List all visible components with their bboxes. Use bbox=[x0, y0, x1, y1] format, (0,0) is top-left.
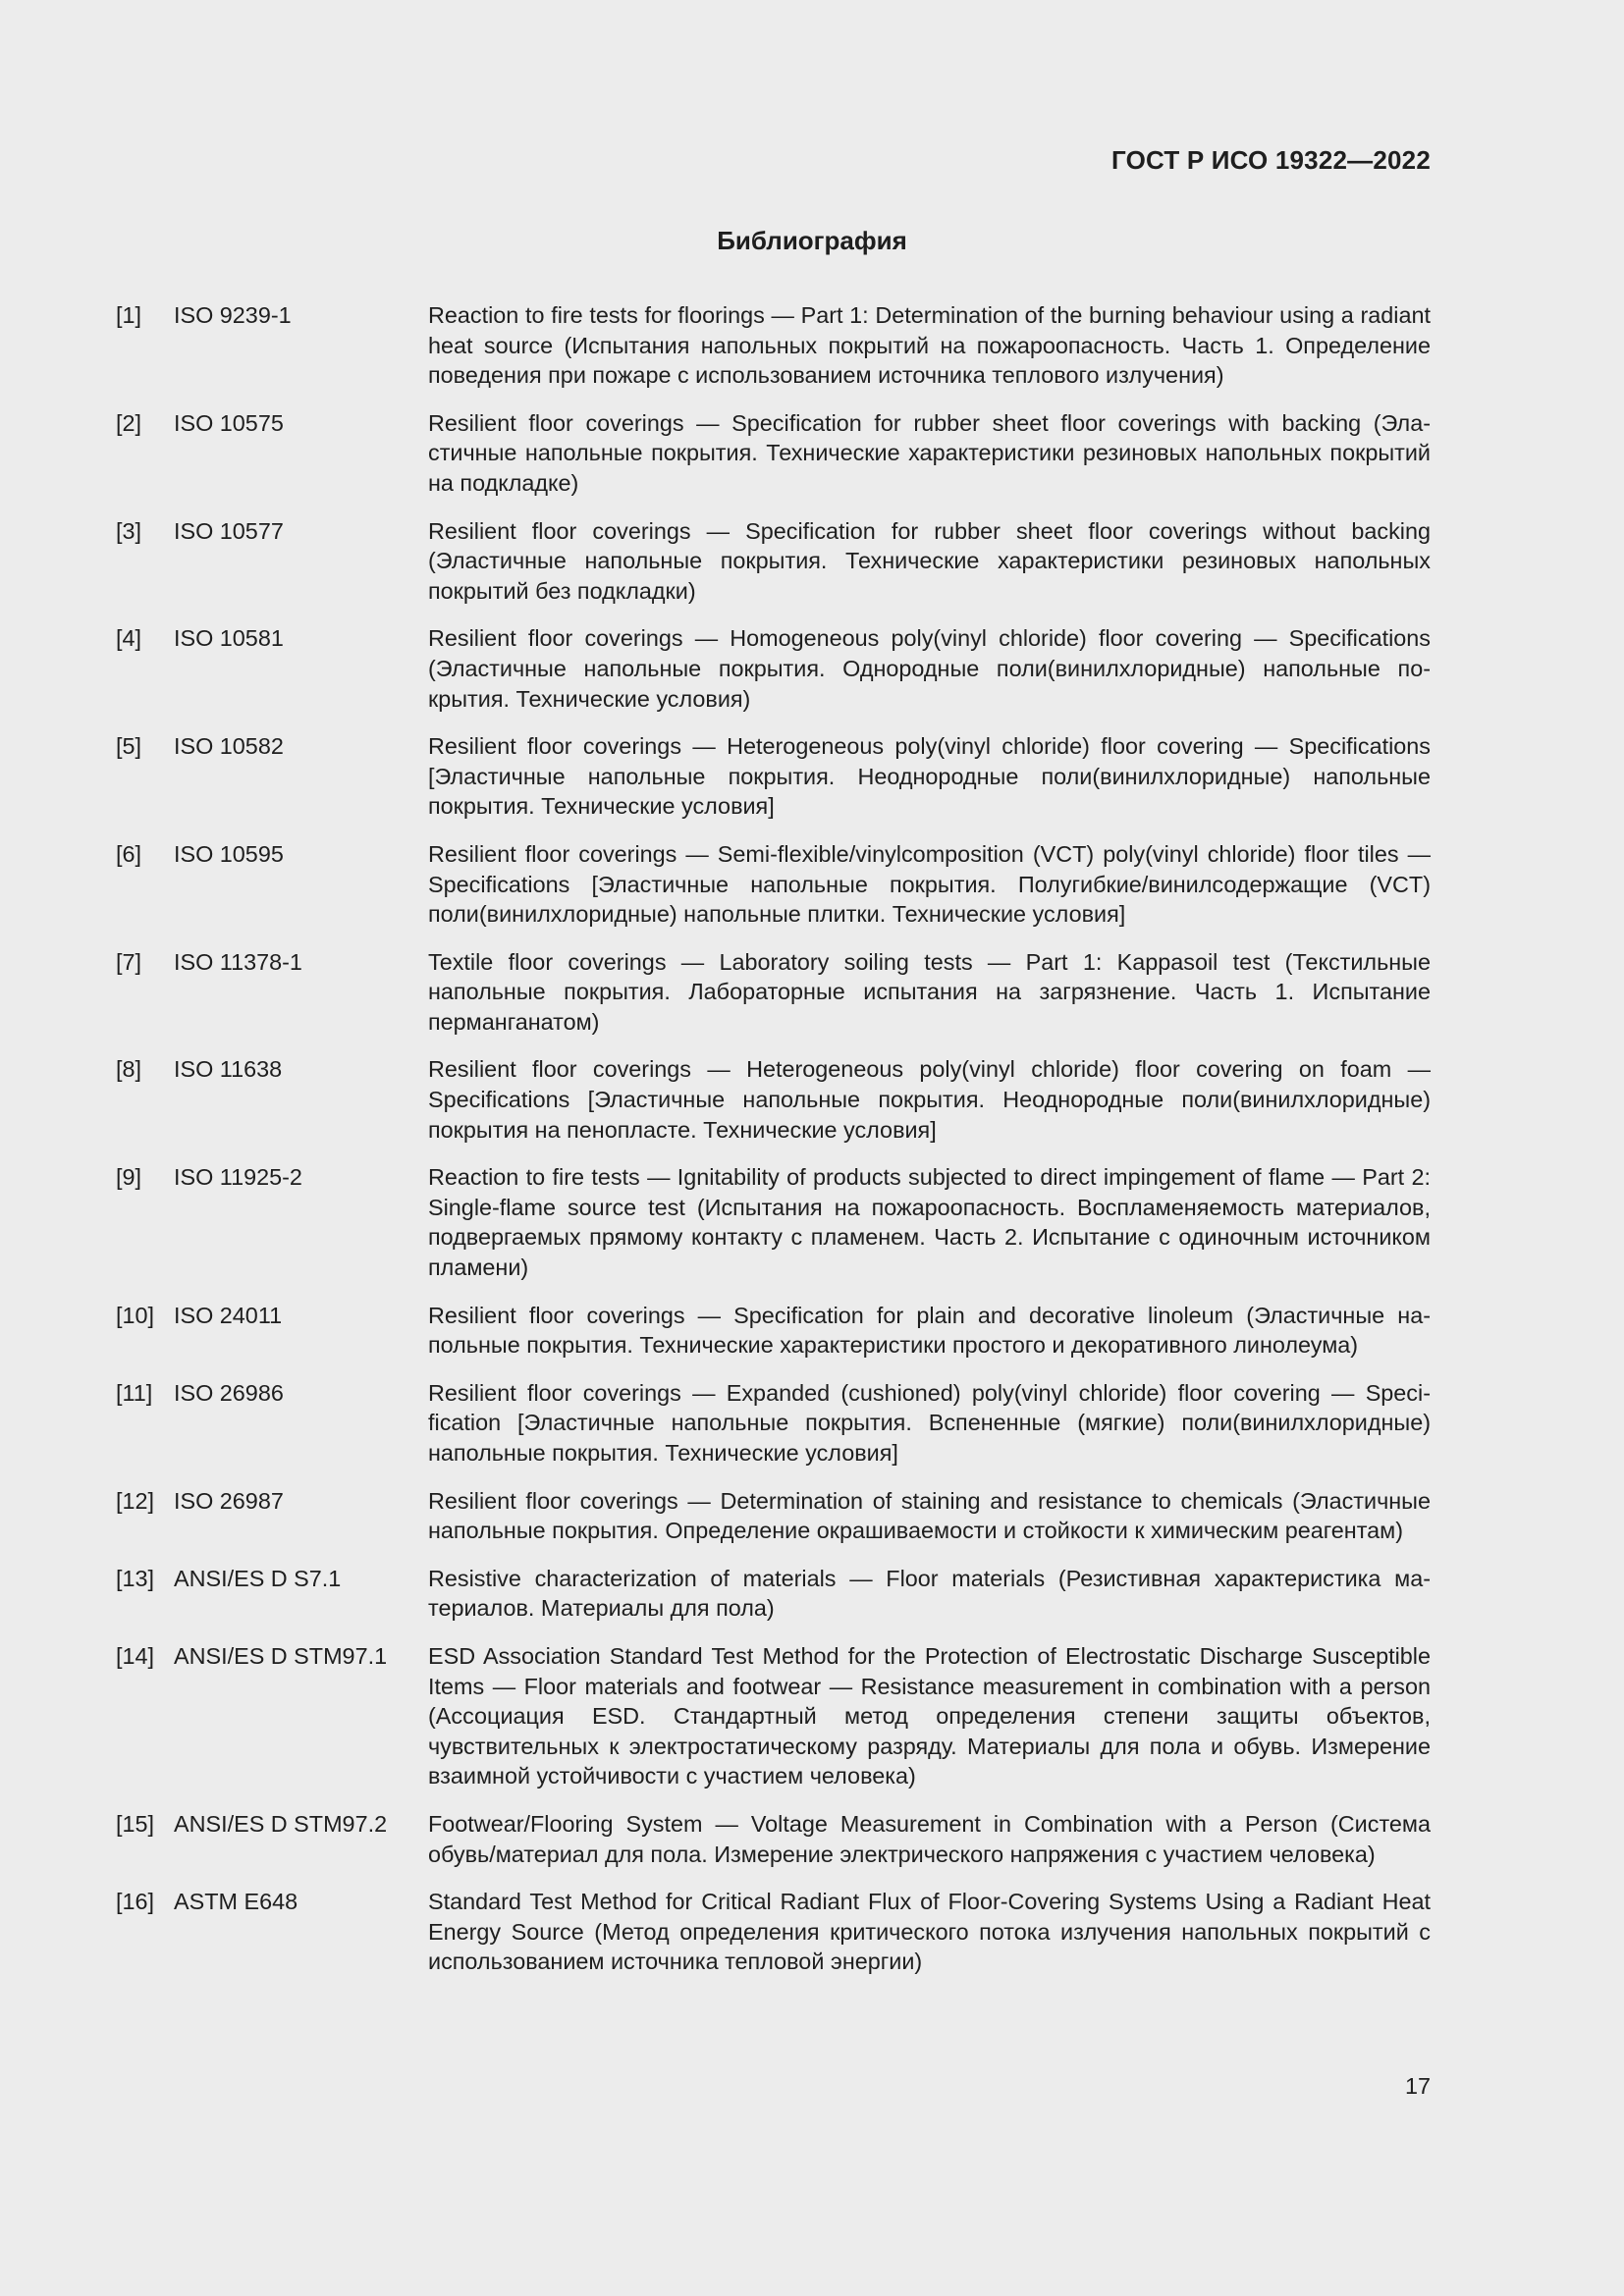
standard-designation: ISO 10577 bbox=[174, 517, 284, 544]
reference-number: [1] bbox=[116, 302, 142, 328]
bibliography-entry bbox=[116, 516, 1431, 607]
reference-number: [5] bbox=[116, 733, 142, 760]
reference-number: [10] bbox=[116, 1302, 155, 1328]
reference-number: [8] bbox=[116, 1056, 142, 1083]
standard-designation: ANSI/ES D STM97.1 bbox=[174, 1642, 388, 1669]
standard-code-header: ГОСТ Р ИСО 19322—2022 bbox=[1110, 145, 1431, 175]
standard-title: Resilient floor coverings — Heterogeneous poly(vinyl chloride) floor covering — Specifications [Эластичные напольные покрытия. Неоднородные поли(винилхлоридные) напольные покрытия. Технические условия] bbox=[428, 733, 1431, 820]
standard-title: Resilient floor coverings — Semi-flexible/vinylcomposition (VCT) poly(vinyl chloride) floor tiles — Specifications [Эластичные напольные покрытия. Полугибкие/винилсодержащие (VCT) поли(винилхлоридные) напольные плитки. Технические условия] bbox=[428, 840, 1431, 928]
reference-number: [16] bbox=[116, 1889, 155, 1915]
bibliography-entry bbox=[116, 623, 1431, 714]
reference-number: [7] bbox=[116, 948, 142, 975]
standard-title: Reaction to fire tests — Ignitability of products subjected to direct impingement of flame — Part 2: Single-flame source test (Испытания на пожароопасность. Воспламеняемость материалов, подвергаемых прямому контакту с пламенем. Часть 2. Испытание с одиночным источником пламени) bbox=[428, 1164, 1431, 1281]
standard-title: Reaction to fire tests for floorings — Part 1: Determination of the burning behaviour using a radiant heat source (Испытания напольных покрытий на пожароопасность. Часть 1. Определение поведения при пожаре с использованием источника теплового излучения) bbox=[428, 302, 1431, 389]
standard-title: Resilient floor coverings — Determination of staining and resistance to chemicals (Эластичные напольные покрытия. Определение окрашиваемости и стойкости к химическим реагентам) bbox=[428, 1487, 1431, 1544]
bibliography-entry bbox=[116, 1301, 1431, 1361]
bibliography-entry bbox=[116, 408, 1431, 499]
reference-number: [15] bbox=[116, 1810, 155, 1837]
standard-designation: ISO 10575 bbox=[174, 409, 284, 436]
standard-title: ESD Association Standard Test Method for the Protection of Electrostatic Discharge Susceptible Items — Floor materials and footwear — Resistance measurement in combination with a person (Ассоциация ESD. Стандартный метод определения степени защиты объектов, чувствительных к электростатическому разряду. Материалы для пола и обувь. Измерение взаимной устойчивости с участием человека) bbox=[428, 1642, 1431, 1789]
standard-title: Resilient floor coverings — Expanded (cushioned) poly(vinyl chloride) floor covering — Specification [Эластичные напольные покрытия. Вспененные (мягкие) поли(винилхлоридные) напольные покрытия. Технические условия] bbox=[428, 1379, 1431, 1466]
standard-designation: ISO 11638 bbox=[174, 1056, 283, 1083]
bibliography-entry bbox=[116, 1378, 1431, 1468]
bibliography-entry bbox=[116, 1887, 1431, 1977]
reference-number: [9] bbox=[116, 1164, 142, 1191]
reference-number: [14] bbox=[116, 1642, 155, 1669]
standard-title: Resilient floor coverings — Specification for plain and decorative linoleum (Эластичные напольные покрытия. Технические характеристики простого и декоративного линолеума) bbox=[428, 1302, 1431, 1359]
reference-number: [4] bbox=[116, 625, 142, 652]
reference-number: [2] bbox=[116, 409, 142, 436]
standard-designation: ASTM E648 bbox=[174, 1889, 298, 1915]
standard-designation: ISO 9239-1 bbox=[174, 302, 292, 328]
bibliography-entry bbox=[116, 1809, 1431, 1869]
standard-designation: ISO 10581 bbox=[174, 625, 284, 652]
standard-designation: ISO 10595 bbox=[174, 840, 284, 867]
standard-title: Resistive characterization of materials — Floor materials (Резистивная характеристика материалов. Материалы для пола) bbox=[428, 1565, 1431, 1622]
bibliography-list bbox=[116, 300, 1431, 1995]
standard-designation: ISO 26987 bbox=[174, 1487, 284, 1514]
section-title: Библиография bbox=[717, 226, 907, 255]
bibliography-entry bbox=[116, 1486, 1431, 1546]
standard-designation: ISO 10582 bbox=[174, 733, 284, 760]
reference-number: [11] bbox=[116, 1379, 153, 1406]
standard-title: Resilient floor coverings — Specification for rubber sheet floor coverings with backing (Эластичные напольные покрытия. Технические характеристики резиновых напольных покрытий на подкладке) bbox=[428, 409, 1431, 496]
standard-title: Resilient floor coverings — Heterogeneous poly(vinyl chloride) floor covering on foam — Specifications [Эластичные напольные покрытия. Неоднородные поли(винилхлоридные) покрытия на пенопласте. Технические условия] bbox=[428, 1056, 1431, 1143]
bibliography-entry bbox=[116, 1162, 1431, 1282]
standard-designation: ISO 24011 bbox=[174, 1302, 283, 1328]
reference-number: [12] bbox=[116, 1487, 155, 1514]
bibliography-entry bbox=[116, 300, 1431, 391]
bibliography-entry bbox=[116, 1054, 1431, 1145]
reference-number: [3] bbox=[116, 517, 142, 544]
bibliography-entry bbox=[116, 1641, 1431, 1791]
bibliography-entry bbox=[116, 731, 1431, 822]
bibliography-entry bbox=[116, 1564, 1431, 1624]
standard-designation: ANSI/ES D S7.1 bbox=[174, 1565, 342, 1591]
standard-designation: ISO 11378-1 bbox=[174, 948, 302, 975]
bibliography-entry bbox=[116, 839, 1431, 930]
standard-title: Textile floor coverings — Laboratory soiling tests — Part 1: Kappasoil test (Текстильные напольные покрытия. Лабораторные испытания на загрязнение. Часть 1. Испытание перманганатом) bbox=[428, 948, 1431, 1035]
page-number: 17 bbox=[1404, 2073, 1431, 2099]
reference-number: [6] bbox=[116, 840, 142, 867]
standard-title: Standard Test Method for Critical Radiant Flux of Floor-Covering Systems Using a Radiant Heat Energy Source (Метод определения критического потока излучения напольных покрытий с использованием источника тепловой энергии) bbox=[428, 1889, 1431, 1975]
bibliography-entry bbox=[116, 947, 1431, 1038]
standard-designation: ISO 11925-2 bbox=[174, 1164, 302, 1191]
standard-title: Footwear/Flooring System — Voltage Measurement in Combination with a Person (Система обувь/материал для пола. Измерение электрического напряжения с участием человека) bbox=[428, 1810, 1431, 1867]
standard-title: Resilient floor coverings — Homogeneous poly(vinyl chloride) floor covering — Specifications (Эластичные напольные покрытия. Однородные поли(винилхлоридные) напольные покрытия. Технические условия) bbox=[428, 625, 1431, 712]
standard-designation: ISO 26986 bbox=[174, 1379, 284, 1406]
standard-title: Resilient floor coverings — Specification for rubber sheet floor coverings without backing (Эластичные напольные покрытия. Технические характеристики резиновых напольных покрытий без подкладки) bbox=[428, 517, 1431, 604]
reference-number: [13] bbox=[116, 1565, 155, 1591]
standard-designation: ANSI/ES D STM97.2 bbox=[174, 1810, 388, 1837]
